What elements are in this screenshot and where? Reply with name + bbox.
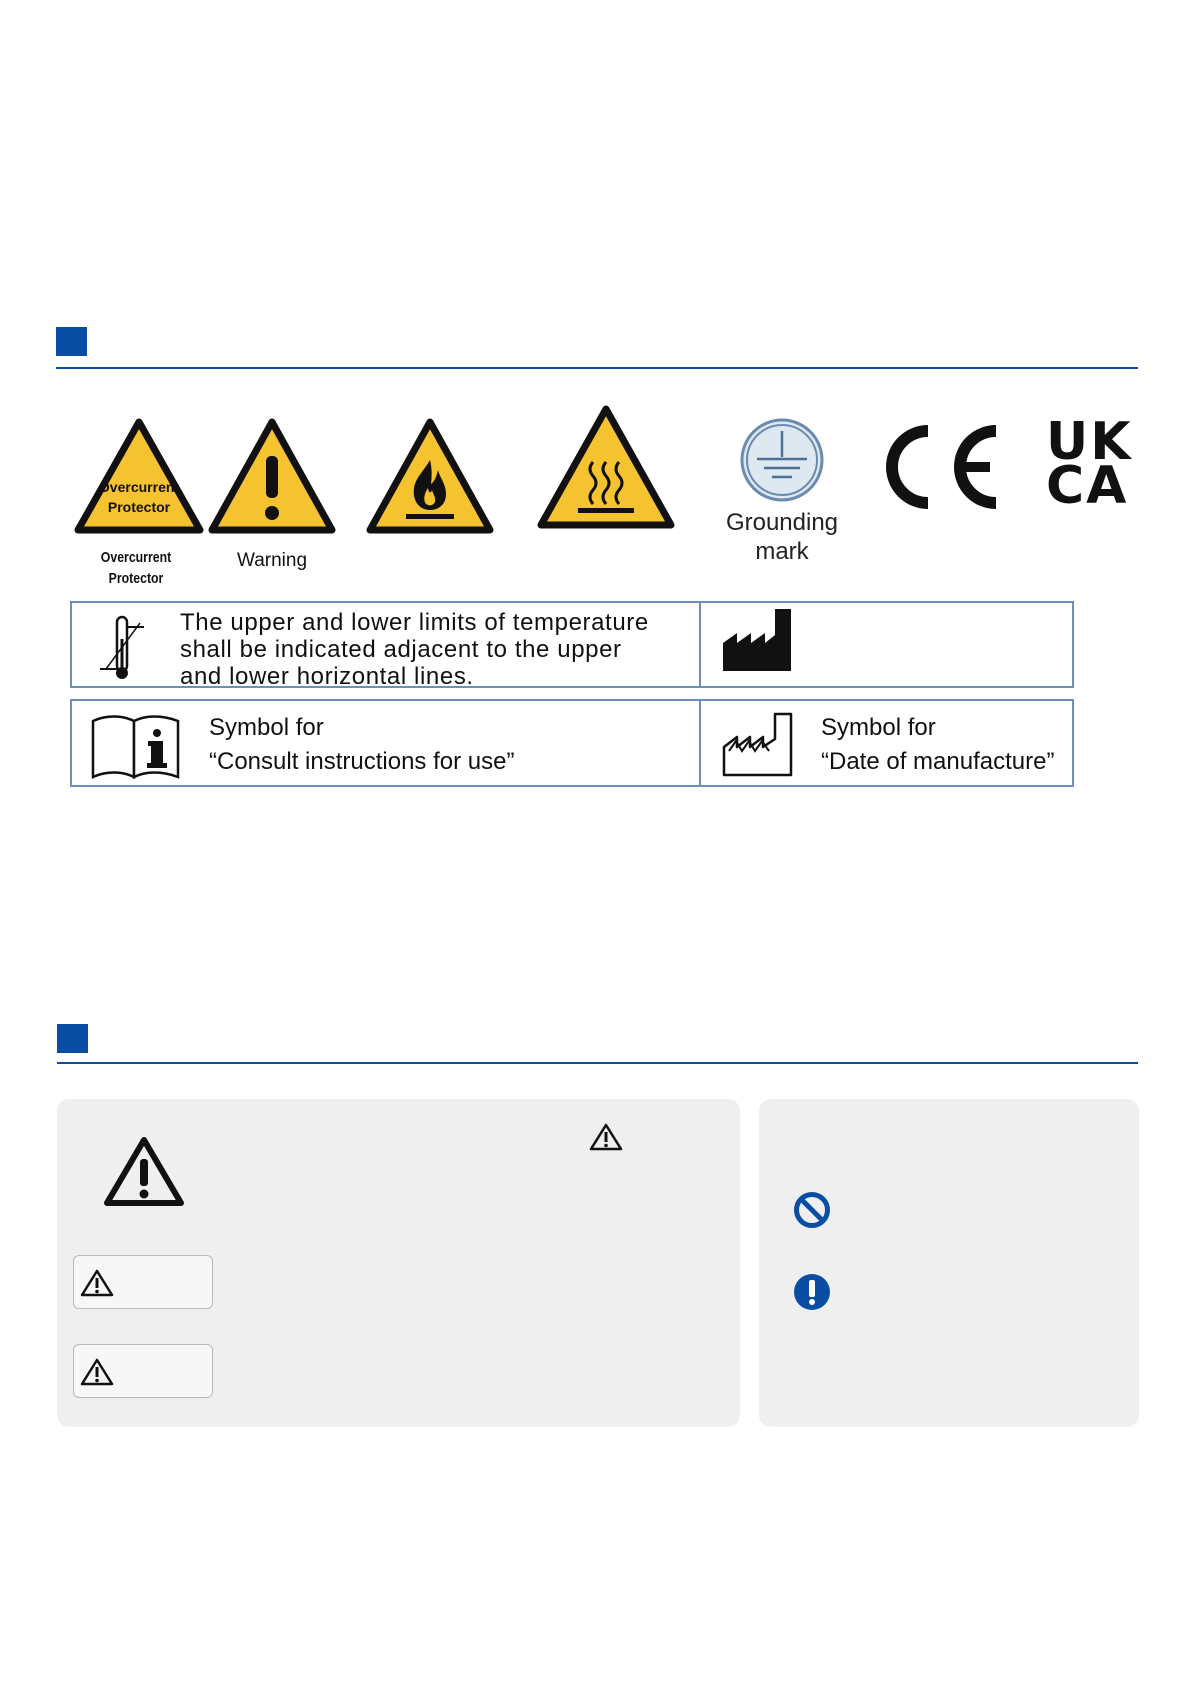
warning-triangle-icon	[103, 1135, 185, 1207]
symbol-meaning-panel	[759, 1099, 1139, 1427]
section-1-rule	[56, 367, 1138, 369]
symbol-table-row-1	[70, 601, 1074, 688]
temperature-text-line3: and lower horizontal lines.	[180, 663, 474, 690]
svg-text:Protector: Protector	[107, 499, 171, 515]
ukca-mark-icon	[1046, 412, 1142, 516]
general-warning-icon	[208, 418, 336, 534]
overcurrent-caption-line2: Protector	[108, 570, 164, 587]
table-row-2-divider	[699, 701, 701, 785]
grounding-caption-line1: Grounding	[725, 509, 839, 536]
symbol-table-row-2	[70, 699, 1074, 787]
grounding-caption	[712, 508, 852, 566]
ukca-line1: UK	[1046, 412, 1133, 472]
svg-text:Overcurrent: Overcurrent	[98, 479, 180, 495]
level-warning-box	[73, 1255, 213, 1309]
overcurrent-caption	[95, 547, 177, 589]
warning-caption: Warning	[236, 550, 308, 571]
mandatory-icon	[793, 1273, 831, 1311]
level-warning-icon	[80, 1268, 114, 1298]
ukca-line2: CA	[1046, 456, 1129, 516]
temperature-text-line1: The upper and lower limits of temperature	[180, 609, 649, 636]
date-text-line2: “Date of manufacture”	[821, 748, 1055, 775]
overcurrent-caption-line1: Overcurrent	[100, 549, 172, 566]
section-2-marker	[57, 1024, 88, 1053]
table-row-1-divider	[699, 603, 701, 686]
consult-instructions-text	[209, 711, 514, 779]
consult-instructions-icon	[90, 713, 182, 779]
ce-mark-icon	[884, 425, 1000, 509]
temperature-limit-description	[180, 609, 700, 690]
date-text-line1: Symbol for	[821, 714, 936, 741]
date-of-manufacture-icon	[721, 711, 795, 777]
grounding-caption-line2: mark	[755, 538, 809, 565]
consult-text-line1: Symbol for	[209, 714, 324, 741]
hot-surface-warning-icon	[536, 404, 676, 530]
overcurrent-protector-warning-icon	[74, 418, 204, 534]
level-caution-box	[73, 1344, 213, 1398]
manufacturer-icon	[721, 607, 793, 673]
level-caution-icon	[80, 1357, 114, 1387]
section-2-rule	[57, 1062, 1138, 1064]
prohibition-icon	[793, 1191, 831, 1229]
flammable-warning-icon	[366, 418, 494, 534]
warning-levels-panel	[57, 1099, 740, 1427]
date-of-manufacture-text	[821, 711, 1054, 779]
temperature-limit-icon	[100, 609, 150, 683]
small-warning-icon	[589, 1122, 623, 1152]
section-1-marker	[56, 327, 87, 356]
temperature-text-line2: shall be indicated adjacent to the upper	[180, 636, 622, 663]
grounding-mark-icon	[739, 417, 825, 503]
consult-text-line2: “Consult instructions for use”	[209, 748, 515, 775]
